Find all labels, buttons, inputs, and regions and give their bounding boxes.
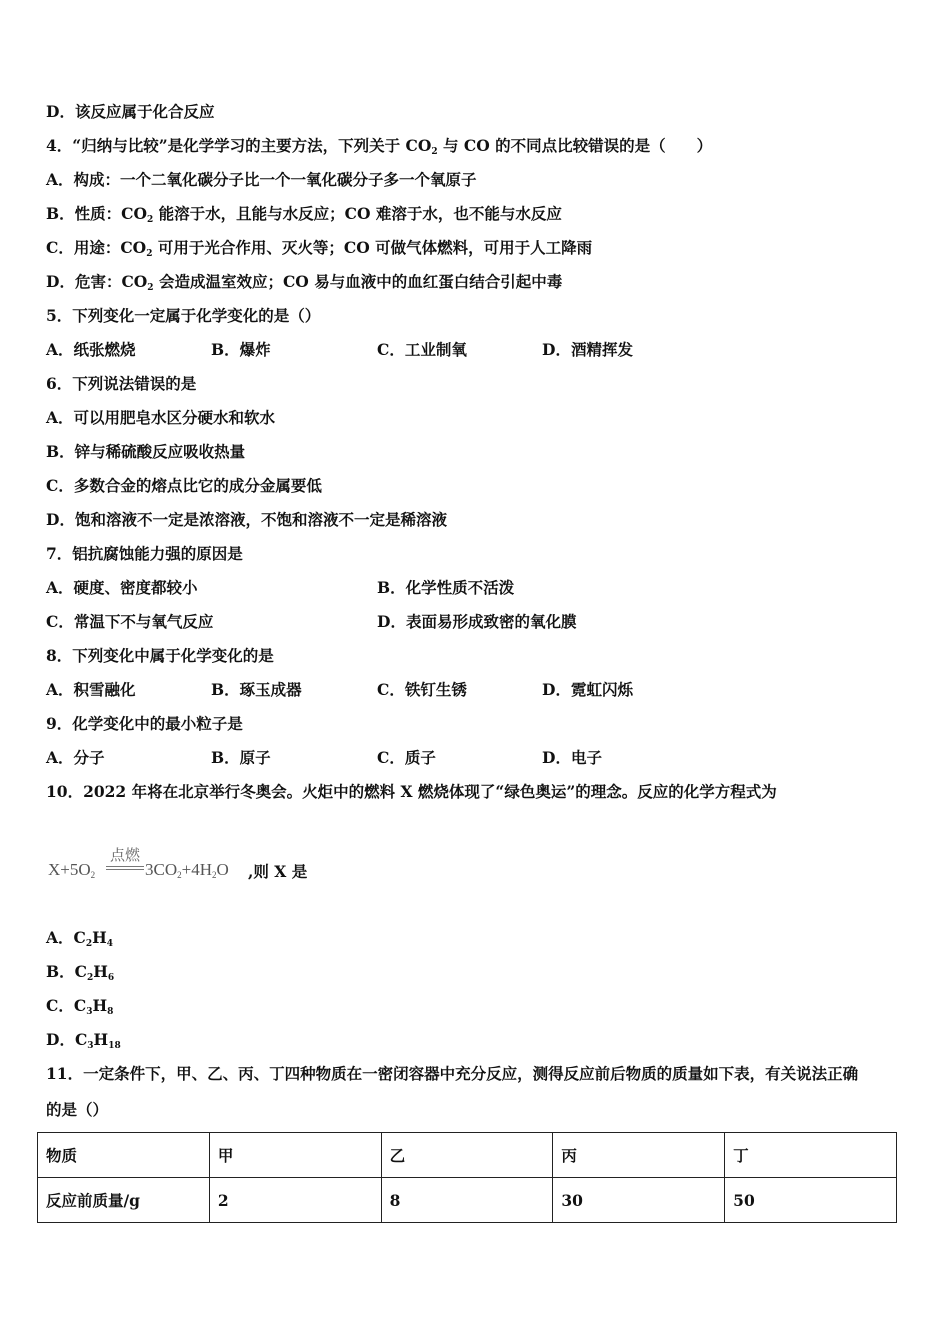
- q9-option-a: A．分子: [46, 748, 105, 767]
- q9-option-c: C．质子: [377, 748, 436, 767]
- table-cell: 30: [553, 1178, 725, 1223]
- q4-option-b: B．性质：$CO_2$ 能溶于水，且能与水反应；CO 难溶于水，也不能与水反应: [46, 204, 562, 225]
- q7-stem: 7．铝抗腐蚀能力强的原因是: [46, 544, 243, 563]
- q10-stem: 10．2022 年将在北京举行冬奥会。火炬中的燃料 X 燃烧体现了“绿色奥运”的理念。反应的化学方程式为: [46, 782, 777, 801]
- q5-option-d: D．酒精挥发: [542, 340, 633, 359]
- q8-option-b: B．琢玉成器: [211, 680, 302, 699]
- q9-option-b: B．原子: [211, 748, 271, 767]
- table-cell: 乙: [381, 1133, 553, 1178]
- q5-option-a: A．纸张燃烧: [46, 340, 136, 359]
- table-row: [38, 1178, 897, 1223]
- q10-option-c: C．$C_3H_8$: [46, 996, 114, 1017]
- q5-option-b: B．爆炸: [211, 340, 271, 359]
- q7-option-c: C．常温下不与氧气反应: [46, 612, 214, 631]
- q4-option-c: C．用途：$CO_2$ 可用于光合作用、灭火等；CO 可做气体燃料，可用于人工降雨: [46, 238, 593, 259]
- equation-tail: ,则 X 是: [248, 862, 308, 881]
- table-cell: 甲: [209, 1133, 381, 1178]
- q6-option-b: B．锌与稀硫酸反应吸收热量: [46, 442, 246, 461]
- table-cell: 丁: [725, 1133, 897, 1178]
- q8-option-d: D．霓虹闪烁: [542, 680, 633, 699]
- q6-option-c: C．多数合金的熔点比它的成分金属要低: [46, 476, 322, 495]
- q6-option-a: A．可以用肥皂水区分硬水和软水: [46, 408, 276, 427]
- q7-option-b: B．化学性质不活泼: [377, 578, 515, 597]
- equation-arrow: [106, 848, 144, 870]
- q6-option-d: D．饱和溶液不一定是浓溶液，不饱和溶液不一定是稀溶液: [46, 510, 447, 529]
- q10-option-d: D．$C_3H_{18}$: [46, 1030, 121, 1051]
- q10-option-a: A．$C_2H_4$: [46, 928, 114, 949]
- q3-option-d: D．该反应属于化合反应: [46, 102, 215, 121]
- table-header-row: [38, 1133, 897, 1178]
- table-cell: 50: [725, 1178, 897, 1223]
- q11-stem-continued: 的是（）: [46, 1100, 109, 1119]
- table-cell: 2: [209, 1178, 381, 1223]
- table-cell: 物质: [38, 1133, 210, 1178]
- q10-option-b: B．$C_2H_6$: [46, 962, 115, 983]
- q4-option-a: A．构成：一个二氧化碳分子比一个一氧化碳分子多一个氧原子: [46, 170, 477, 189]
- q8-stem: 8．下列变化中属于化学变化的是: [46, 646, 274, 665]
- q4-stem: 4．“归纳与比较”是化学学习的主要方法，下列关于 $CO_2$ 与 CO 的不同点比较错误的是（ ）: [46, 136, 713, 157]
- equation-reactants: $X+5O_2$: [48, 860, 96, 880]
- table-cell: 丙: [553, 1133, 725, 1178]
- equation-condition: 点燃: [109, 848, 140, 864]
- q7-option-a: A．硬度、密度都较小: [46, 578, 198, 597]
- q11-stem: 11．一定条件下，甲、乙、丙、丁四种物质在一密闭容器中充分反应，测得反应前后物质的质量如下表，有关说法正确: [46, 1064, 859, 1083]
- table-cell: 8: [381, 1178, 553, 1223]
- q8-option-c: C．铁钉生锈: [377, 680, 467, 699]
- q6-stem: 6．下列说法错误的是: [46, 374, 197, 393]
- table-cell: 反应前质量/g: [38, 1178, 210, 1223]
- q9-stem: 9．化学变化中的最小粒子是: [46, 714, 243, 733]
- q5-stem: 5．下列变化一定属于化学变化的是（）: [46, 306, 321, 325]
- q8-option-a: A．积雪融化: [46, 680, 136, 699]
- mass-table: [37, 1132, 897, 1223]
- equation-products: $3CO_2+4H_2O$: [145, 860, 229, 880]
- q9-option-d: D．电子: [542, 748, 602, 767]
- q5-option-c: C．工业制氧: [377, 340, 467, 359]
- q7-option-d: D．表面易形成致密的氧化膜: [377, 612, 577, 631]
- equals-sign: [106, 866, 144, 870]
- q4-option-d: D．危害：$CO_2$ 会造成温室效应；CO 易与血液中的血红蛋白结合引起中毒: [46, 272, 563, 293]
